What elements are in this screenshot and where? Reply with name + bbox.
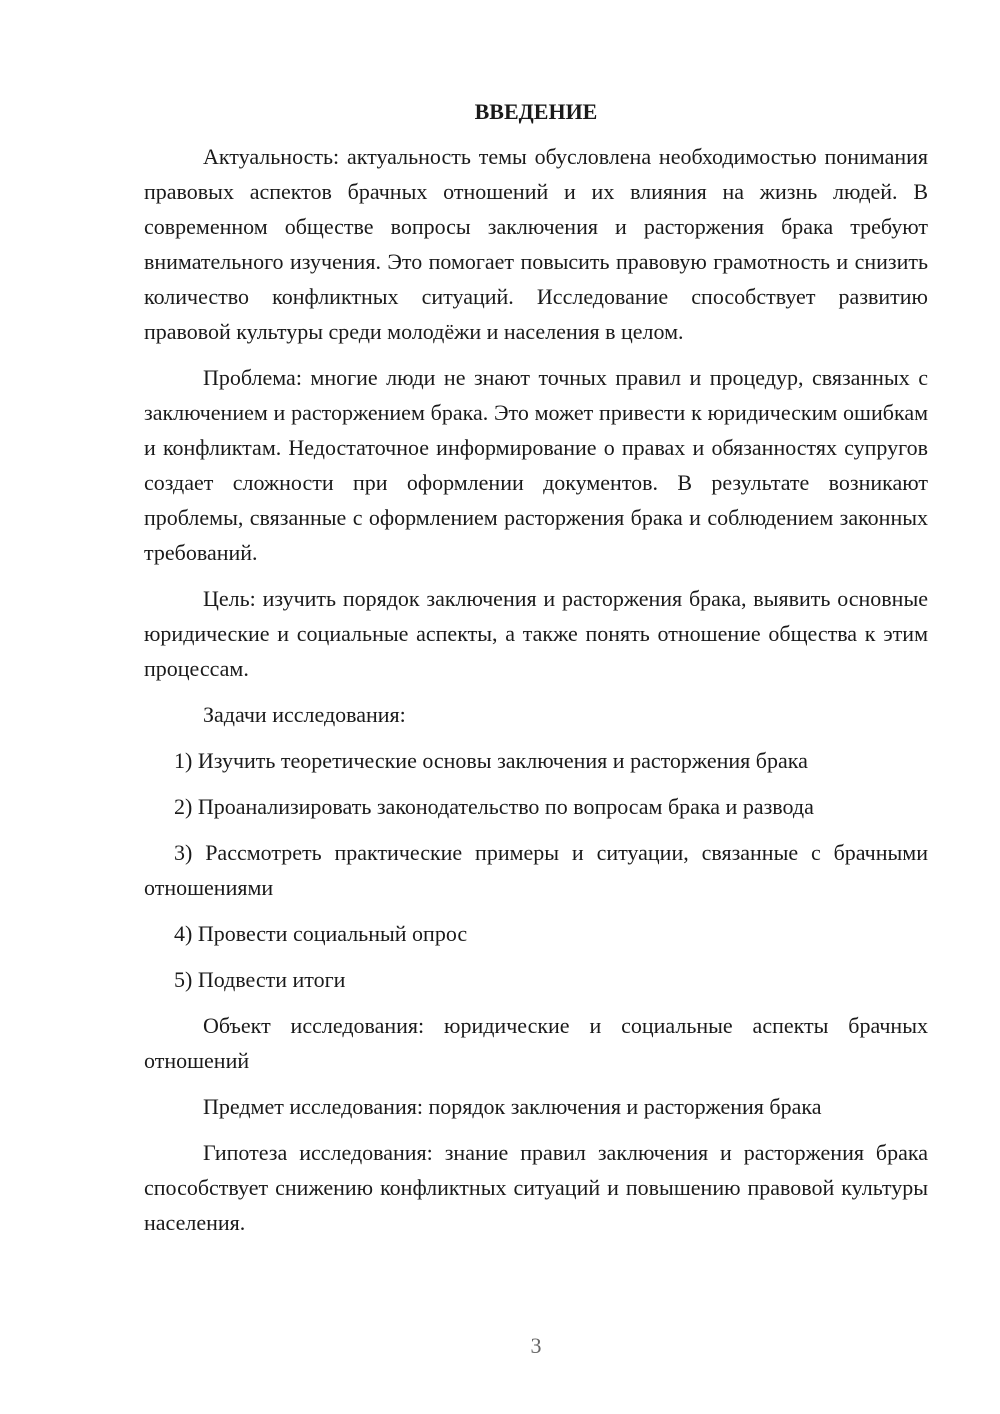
section-title: ВВЕДЕНИЕ [474,99,598,124]
paragraph-goal: Цель: изучить порядок заключения и расторжения брака, выявить основные юридические и социальные аспекты, а также понять отношение общества к этим процессам. [144,586,928,681]
paragraph-relevance: Актуальность: актуальность темы обусловлена необходимостью понимания правовых аспектов брачных отношений и их влияния на жизнь людей. В современном обществе вопросы заключения и расторжения брака требуют внимательного изучения. Это помогает повысить правовую грамотность и снизить количество конфликтных ситуаций. Исследование способствует развитию правовой культуры среди молодёжи и населения в целом. [144,144,928,344]
paragraph-subject: Предмет исследования: порядок заключения и расторжения брака [203,1094,822,1119]
document-page [144,94,928,1251]
task-item-2: 2) Проанализировать законодательство по вопросам брака и развода [174,794,814,819]
paragraph-problem: Проблема: многие люди не знают точных правил и процедур, связанных с заключением и расторжением брака. Это может привести к юридическим ошибкам и конфликтам. Недостаточное информирование о правах и обязанностях супругов создает сложности при оформлении документов. В результате возникают проблемы, связанные с оформлением расторжения брака и соблюдением законных требований. [144,365,928,565]
paragraph-tasks-heading: Задачи исследования: [203,702,406,727]
page-number: 3 [530,1333,542,1358]
task-item-1: 1) Изучить теоретические основы заключения и расторжения брака [174,748,808,773]
task-item-5: 5) Подвести итоги [174,967,346,992]
task-item-3: 3) Рассмотреть практические примеры и ситуации, связанные с брачными отношениями [144,840,928,900]
paragraph-object: Объект исследования: юридические и социальные аспекты брачных отношений [144,1013,928,1073]
paragraph-hypothesis: Гипотеза исследования: знание правил заключения и расторжения брака способствует снижению конфликтных ситуаций и повышению правовой культуры населения. [144,1140,928,1235]
task-item-4: 4) Провести социальный опрос [174,921,468,946]
